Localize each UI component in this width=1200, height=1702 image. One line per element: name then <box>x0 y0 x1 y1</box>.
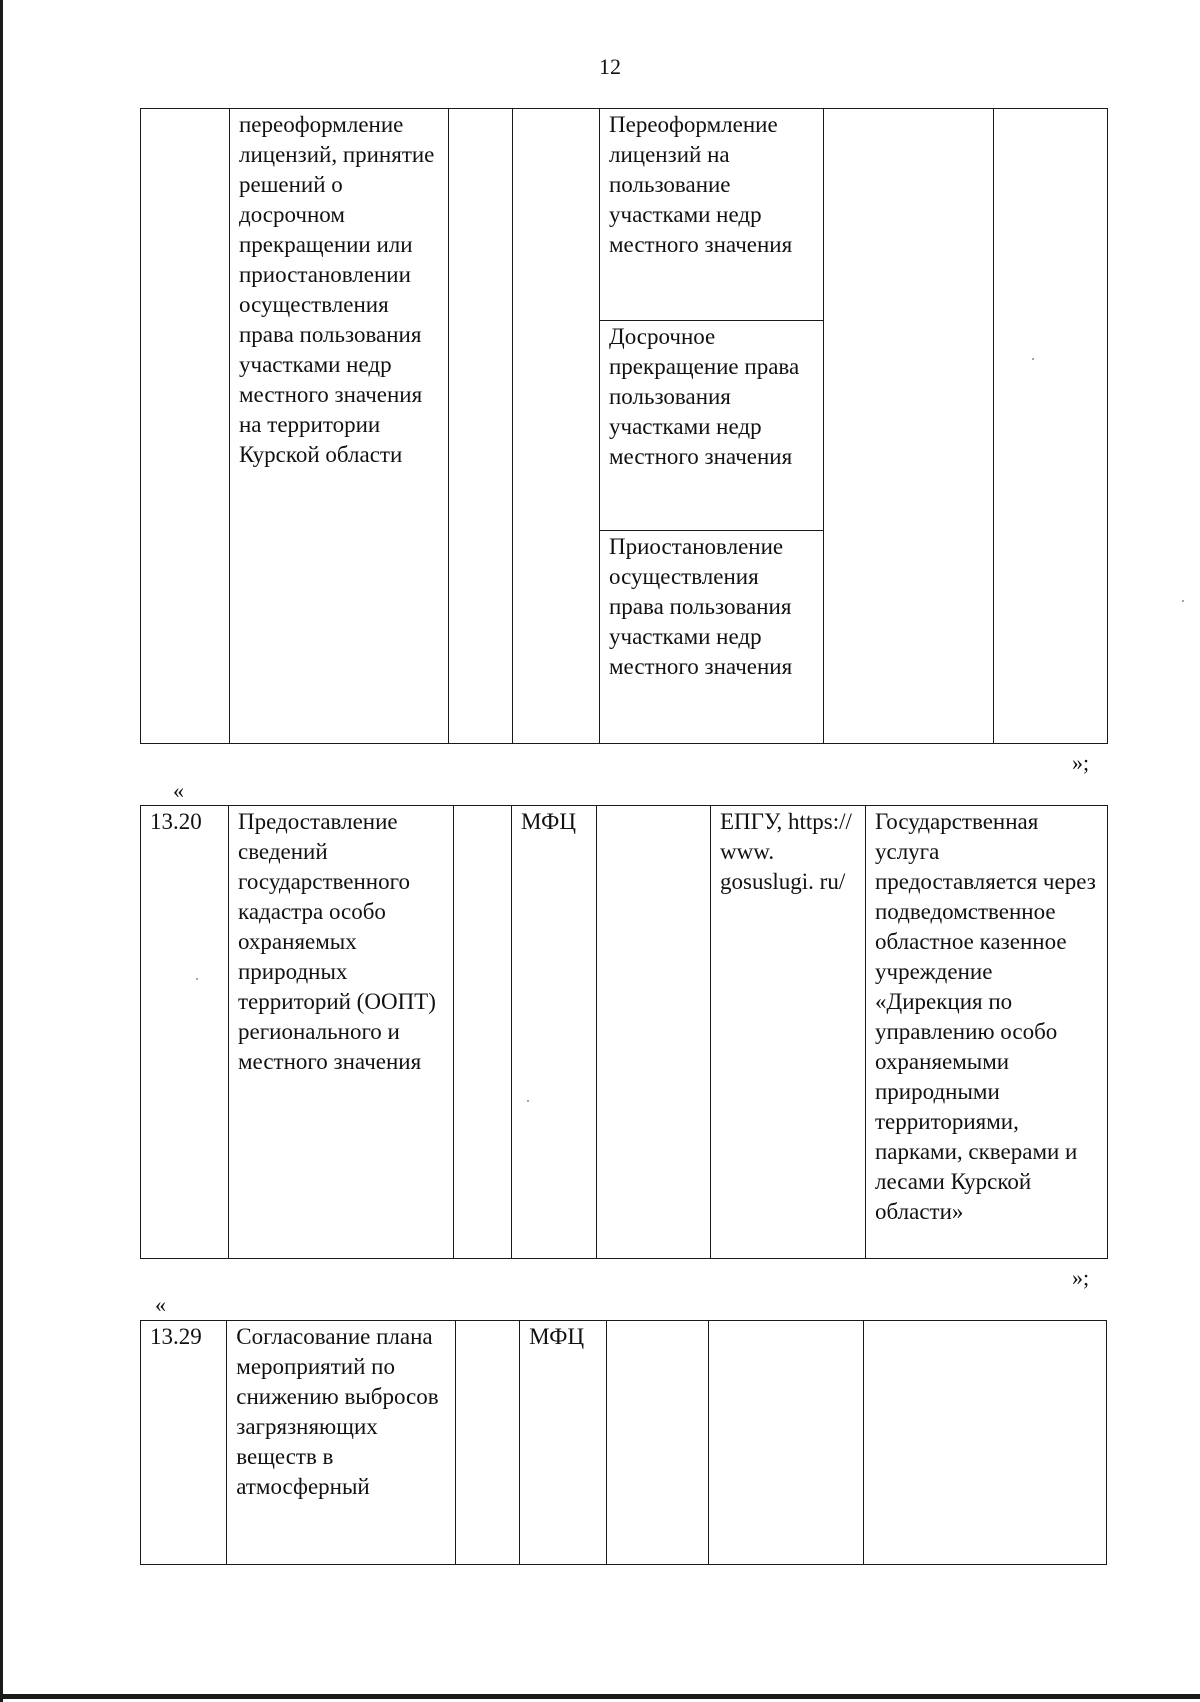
sub-service-item: Приостановление осуществления права пользования участками недр местного значения <box>609 534 793 679</box>
table-row <box>141 806 1108 1259</box>
row-number-cell: 13.20 <box>141 806 229 1259</box>
opening-quote: « <box>155 1292 166 1317</box>
table-cell <box>513 109 600 744</box>
page-number: 12 <box>599 54 621 79</box>
mfc-cell: МФЦ <box>512 806 597 1259</box>
table-cell <box>994 109 1108 744</box>
registry-table-13-29 <box>140 1320 1107 1565</box>
service-name-cell: переоформление лицензий, принятие решений о досрочном прекращении или приостановлении осуществления права пользования участками недр местного значения на территории Курской области <box>230 109 449 744</box>
registry-table-13-20 <box>140 805 1108 1259</box>
table-cell <box>864 1321 1107 1565</box>
scan-speck <box>1032 358 1034 360</box>
service-name-cell: Согласование плана мероприятий по снижению выбросов загрязняющих веществ в атмосферный <box>227 1321 456 1565</box>
row-number-cell: 13.29 <box>141 1321 227 1565</box>
table-cell-number <box>141 109 230 744</box>
sub-service-item: Переоформление лицензий на пользование участками недр местного значения <box>600 109 823 321</box>
note-cell: Государственная услуга предоставляется через подведомственное областное казенное учреждение «Дирекция по управлению особо охраняемыми природными территориями, парками, скверами и лесами Курской области» <box>866 806 1108 1259</box>
scan-speck <box>196 978 198 980</box>
table-cell <box>824 109 994 744</box>
scan-speck <box>527 1100 529 1102</box>
page-bottom-edge <box>0 1694 1200 1699</box>
table-cell <box>708 1321 863 1565</box>
closing-quote: »; <box>1072 750 1090 775</box>
mfc-cell: МФЦ <box>520 1321 607 1565</box>
table-row <box>141 1321 1107 1565</box>
portal-link-cell: ЕПГУ, https:// www. gosuslugi. ru/ <box>711 806 866 1259</box>
closing-quote: »; <box>1072 1265 1090 1290</box>
table-cell <box>597 806 711 1259</box>
table-cell <box>454 806 512 1259</box>
scan-speck <box>1182 600 1184 602</box>
page-left-edge <box>0 0 3 1702</box>
service-name-cell: Предоставление сведений государственного кадастра особо охраняемых природных территорий (ООПТ) регионального и местного значения <box>229 806 454 1259</box>
opening-quote: « <box>173 778 184 803</box>
sub-service-item: Досрочное прекращение права пользования участками недр местного значения <box>600 321 823 531</box>
table-cell <box>607 1321 708 1565</box>
table-cell <box>455 1321 519 1565</box>
registry-table-continuation <box>140 108 1108 744</box>
table-cell <box>449 109 513 744</box>
sub-services-cell <box>600 109 824 744</box>
table-row <box>141 109 1108 744</box>
